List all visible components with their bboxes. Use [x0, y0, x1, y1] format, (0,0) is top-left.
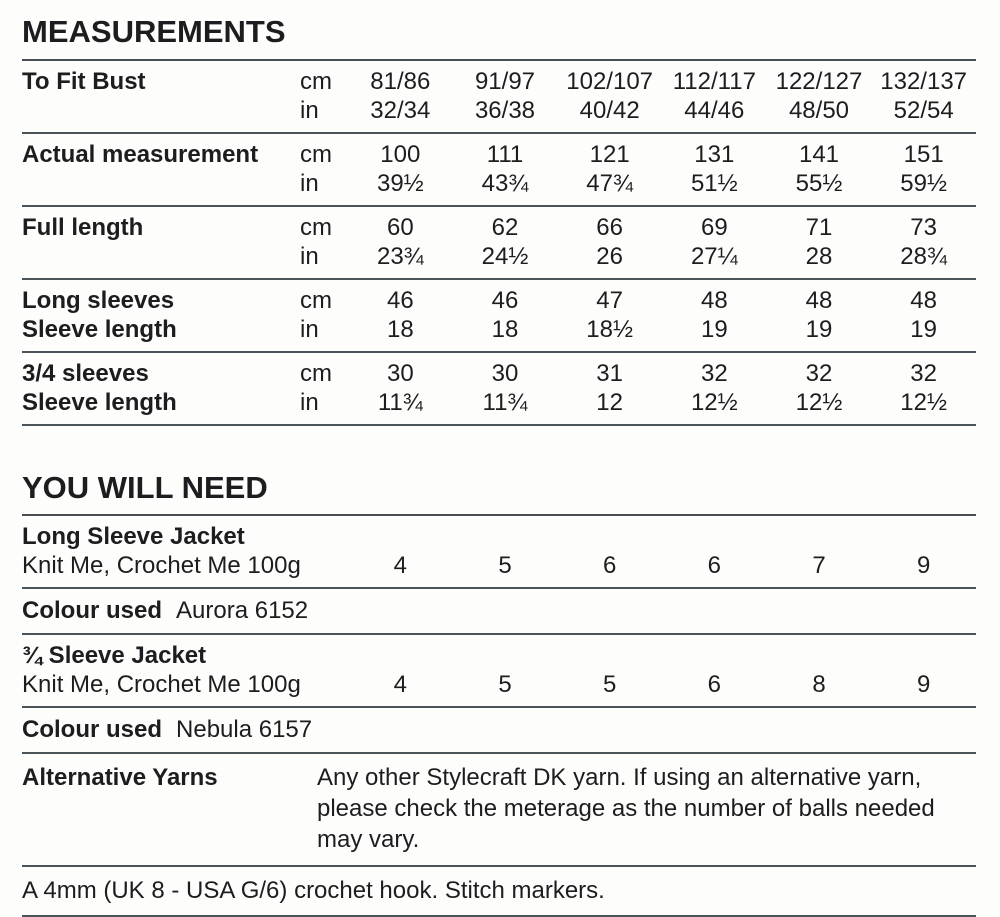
value-cell: 4 — [393, 671, 407, 699]
value-cell: 5 — [498, 552, 512, 580]
value-cell: 48 — [700, 286, 728, 314]
value-cell: 23¾ — [376, 242, 424, 270]
value-cell: 69 — [700, 213, 728, 241]
measurement-row-to-fit-bust — [22, 61, 976, 134]
cm-values — [348, 286, 976, 315]
value-cell: 19 — [910, 315, 937, 343]
row-label: Long sleeves — [22, 286, 175, 314]
measurement-row-three-quarter-sleeves — [22, 353, 976, 426]
in-values — [348, 169, 976, 198]
unit-label: cm — [300, 213, 332, 241]
tools-row — [22, 867, 976, 917]
alternative-yarns-row — [22, 754, 976, 867]
value-cell: 44/46 — [684, 96, 745, 124]
measurement-row-actual-measurement — [22, 134, 976, 207]
value-cell: 55½ — [795, 169, 843, 197]
value-cell: 4 — [393, 552, 407, 580]
value-cell: 5 — [498, 671, 512, 699]
cm-values — [348, 359, 976, 388]
value-cell: 12½ — [795, 388, 843, 416]
jacket-block-three-quarter-sleeve — [22, 635, 976, 708]
value-cell: 47 — [596, 286, 623, 314]
yarn-label: Knit Me, Crochet Me 100g — [22, 671, 301, 699]
row-label: Full length — [22, 213, 144, 241]
unit-label: cm — [300, 140, 332, 168]
value-cell: 62 — [491, 213, 519, 241]
value-cell: 6 — [602, 552, 617, 580]
colour-used-label: Colour used — [22, 716, 163, 744]
unit-label: in — [300, 388, 319, 416]
colour-used-label: Colour used — [22, 597, 163, 625]
in-values — [348, 315, 976, 344]
value-cell: 32/34 — [370, 96, 431, 124]
value-cell: 141 — [798, 140, 840, 168]
unit-label: in — [300, 315, 319, 343]
cm-values — [348, 67, 976, 96]
in-values — [348, 388, 976, 417]
value-cell: 11¾ — [377, 388, 423, 416]
measurement-row-full-length — [22, 207, 976, 280]
value-cell: 43¾ — [481, 169, 529, 197]
value-cell: 32 — [700, 359, 728, 387]
measurements-title: MEASUREMENTS — [22, 14, 286, 49]
row-label: 3/4 sleeves — [22, 359, 149, 387]
value-cell: 28¾ — [900, 242, 948, 270]
value-cell: 6 — [707, 552, 721, 580]
value-cell: 28 — [805, 242, 833, 270]
value-cell: 46 — [491, 286, 519, 314]
row-label-line2: Sleeve length — [22, 388, 177, 416]
measurements-table — [22, 59, 976, 426]
value-cell: 51½ — [690, 169, 738, 197]
value-cell: 5 — [602, 671, 617, 699]
colour-used-row — [22, 708, 976, 754]
jacket-name: Long Sleeve Jacket — [22, 523, 245, 551]
value-cell: 32 — [910, 359, 937, 387]
value-cell: 19 — [805, 315, 833, 343]
value-cell: 131 — [694, 140, 735, 168]
value-cell: 7 — [812, 552, 826, 580]
value-cell: 111 — [486, 140, 524, 168]
unit-label: in — [300, 169, 319, 197]
you-will-need-section — [22, 470, 976, 917]
value-cell: 112/117 — [672, 67, 756, 95]
value-cell: 122/127 — [775, 67, 863, 95]
you-will-need-title: YOU WILL NEED — [22, 469, 268, 505]
alternative-yarns-text: Any other Stylecraft DK yarn. If using an alternative yarn, please check the meterage as the number of balls needed may vary. — [317, 764, 935, 854]
unit-label: in — [300, 96, 319, 124]
value-cell: 71 — [805, 213, 833, 241]
value-cell: 36/38 — [474, 96, 536, 124]
value-cell: 12½ — [900, 388, 948, 416]
value-cell: 12 — [596, 388, 623, 416]
you-will-need-table — [22, 514, 976, 917]
value-cell: 18½ — [586, 315, 634, 343]
unit-label: cm — [300, 359, 332, 387]
value-cell: 39½ — [376, 169, 424, 197]
unit-label: cm — [300, 67, 332, 95]
value-cell: 59½ — [900, 169, 948, 197]
quantity-values — [348, 670, 976, 699]
cm-values — [348, 213, 976, 242]
yarn-label: Knit Me, Crochet Me 100g — [22, 552, 301, 580]
value-cell: 121 — [589, 140, 630, 168]
value-cell: 132/137 — [880, 67, 968, 95]
value-cell: 30 — [386, 359, 414, 387]
measurement-row-long-sleeves — [22, 280, 976, 353]
value-cell: 9 — [916, 552, 931, 580]
tools-text: A 4mm (UK 8 - USA G/6) crochet hook. Stitch markers. — [22, 877, 605, 905]
value-cell: 81/86 — [370, 67, 431, 95]
value-cell: 32 — [805, 359, 833, 387]
colour-used-value: Nebula 6157 — [176, 716, 313, 744]
quantity-values — [348, 551, 976, 580]
value-cell: 31 — [596, 359, 623, 387]
measurements-section — [22, 14, 976, 426]
row-label: Actual measurement — [22, 140, 259, 168]
value-cell: 60 — [386, 213, 414, 241]
jacket-name: ¾ Sleeve Jacket — [22, 642, 207, 670]
value-cell: 18 — [491, 315, 519, 343]
value-cell: 91/97 — [474, 67, 536, 95]
value-cell: 11¾ — [482, 388, 528, 416]
in-values — [348, 242, 976, 271]
value-cell: 48 — [805, 286, 833, 314]
value-cell: 48 — [910, 286, 937, 314]
value-cell: 9 — [916, 671, 931, 699]
value-cell: 12½ — [690, 388, 738, 416]
value-cell: 26 — [596, 242, 623, 270]
value-cell: 30 — [491, 359, 519, 387]
value-cell: 40/42 — [579, 96, 640, 124]
value-cell: 151 — [903, 140, 944, 168]
row-label-line2: Sleeve length — [22, 315, 177, 343]
value-cell: 19 — [700, 315, 728, 343]
value-cell: 46 — [386, 286, 414, 314]
unit-label: in — [300, 242, 319, 270]
colour-used-value: Aurora 6152 — [176, 597, 309, 625]
value-cell: 24½ — [481, 242, 529, 270]
value-cell: 18 — [386, 315, 414, 343]
value-cell: 48/50 — [788, 96, 850, 124]
value-cell: 73 — [910, 213, 937, 241]
value-cell: 8 — [812, 671, 826, 699]
colour-used-row — [22, 589, 976, 635]
value-cell: 6 — [707, 671, 721, 699]
jacket-block-long-sleeve — [22, 516, 976, 589]
row-label: To Fit Bust — [22, 67, 146, 95]
value-cell: 66 — [596, 213, 623, 241]
value-cell: 47¾ — [586, 169, 634, 197]
in-values — [348, 96, 976, 125]
value-cell: 102/107 — [566, 67, 654, 95]
cm-values — [348, 140, 976, 169]
value-cell: 52/54 — [893, 96, 954, 124]
unit-label: cm — [300, 286, 332, 314]
value-cell: 100 — [380, 140, 421, 168]
alternative-yarns-label: Alternative Yarns — [22, 764, 218, 792]
value-cell: 27¼ — [690, 242, 738, 270]
